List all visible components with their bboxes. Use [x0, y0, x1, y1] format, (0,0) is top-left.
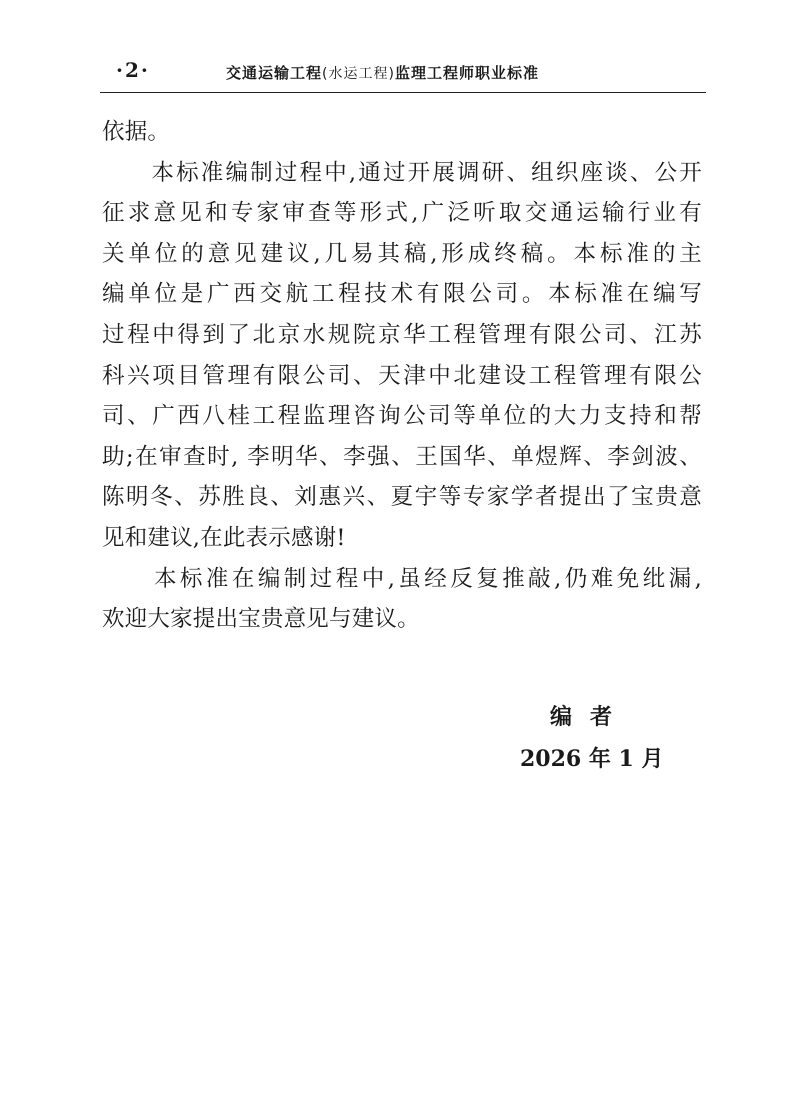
signature-author: 编者 [550, 705, 631, 730]
signature-date: 2026 年 1 月 [520, 746, 664, 772]
text-line-8: 司、广西八桂工程监理咨询公司等单位的大力支持和帮 [102, 403, 702, 430]
text-line-6: 过程中得到了北京水规院京华工程管理有限公司、江苏 [102, 321, 702, 348]
body-text [102, 112, 702, 640]
text-line-2: 本标准编制过程中,通过开展调研、组织座谈、公开 [102, 159, 702, 186]
running-title-main: 交通运输工程 [226, 64, 323, 82]
text-line-3: 征求意见和专家审查等形式,广泛听取交通运输行业有 [102, 200, 702, 227]
running-title [226, 62, 539, 83]
running-header [100, 58, 705, 88]
text-line-4: 关单位的意见建议,几易其稿,形成终稿。本标准的主 [102, 240, 702, 267]
running-title-suffix: 监理工程师职业标准 [394, 64, 539, 82]
text-line-13: 欢迎大家提出宝贵意见与建议。 [102, 606, 420, 633]
text-line-1: 依据。 [102, 119, 171, 145]
text-line-12: 本标准在编制过程中,虽经反复推敲,仍难免纰漏, [102, 565, 702, 592]
running-title-paren: (水运工程) [322, 66, 395, 82]
text-line-9: 助;在审查时, 李明华、李强、王国华、单煜辉、李剑波、 [102, 443, 702, 470]
text-line-11: 见和建议,在此表示感谢! [102, 524, 346, 551]
text-line-7: 科兴项目管理有限公司、天津中北建设工程管理有限公 [102, 362, 702, 389]
header-rule [100, 92, 706, 93]
page-number: ·2· [116, 58, 150, 82]
text-line-10: 陈明冬、苏胜良、刘惠兴、夏宇等专家学者提出了宝贵意 [102, 484, 702, 511]
text-line-5: 编单位是广西交航工程技术有限公司。本标准在编写 [102, 281, 702, 308]
